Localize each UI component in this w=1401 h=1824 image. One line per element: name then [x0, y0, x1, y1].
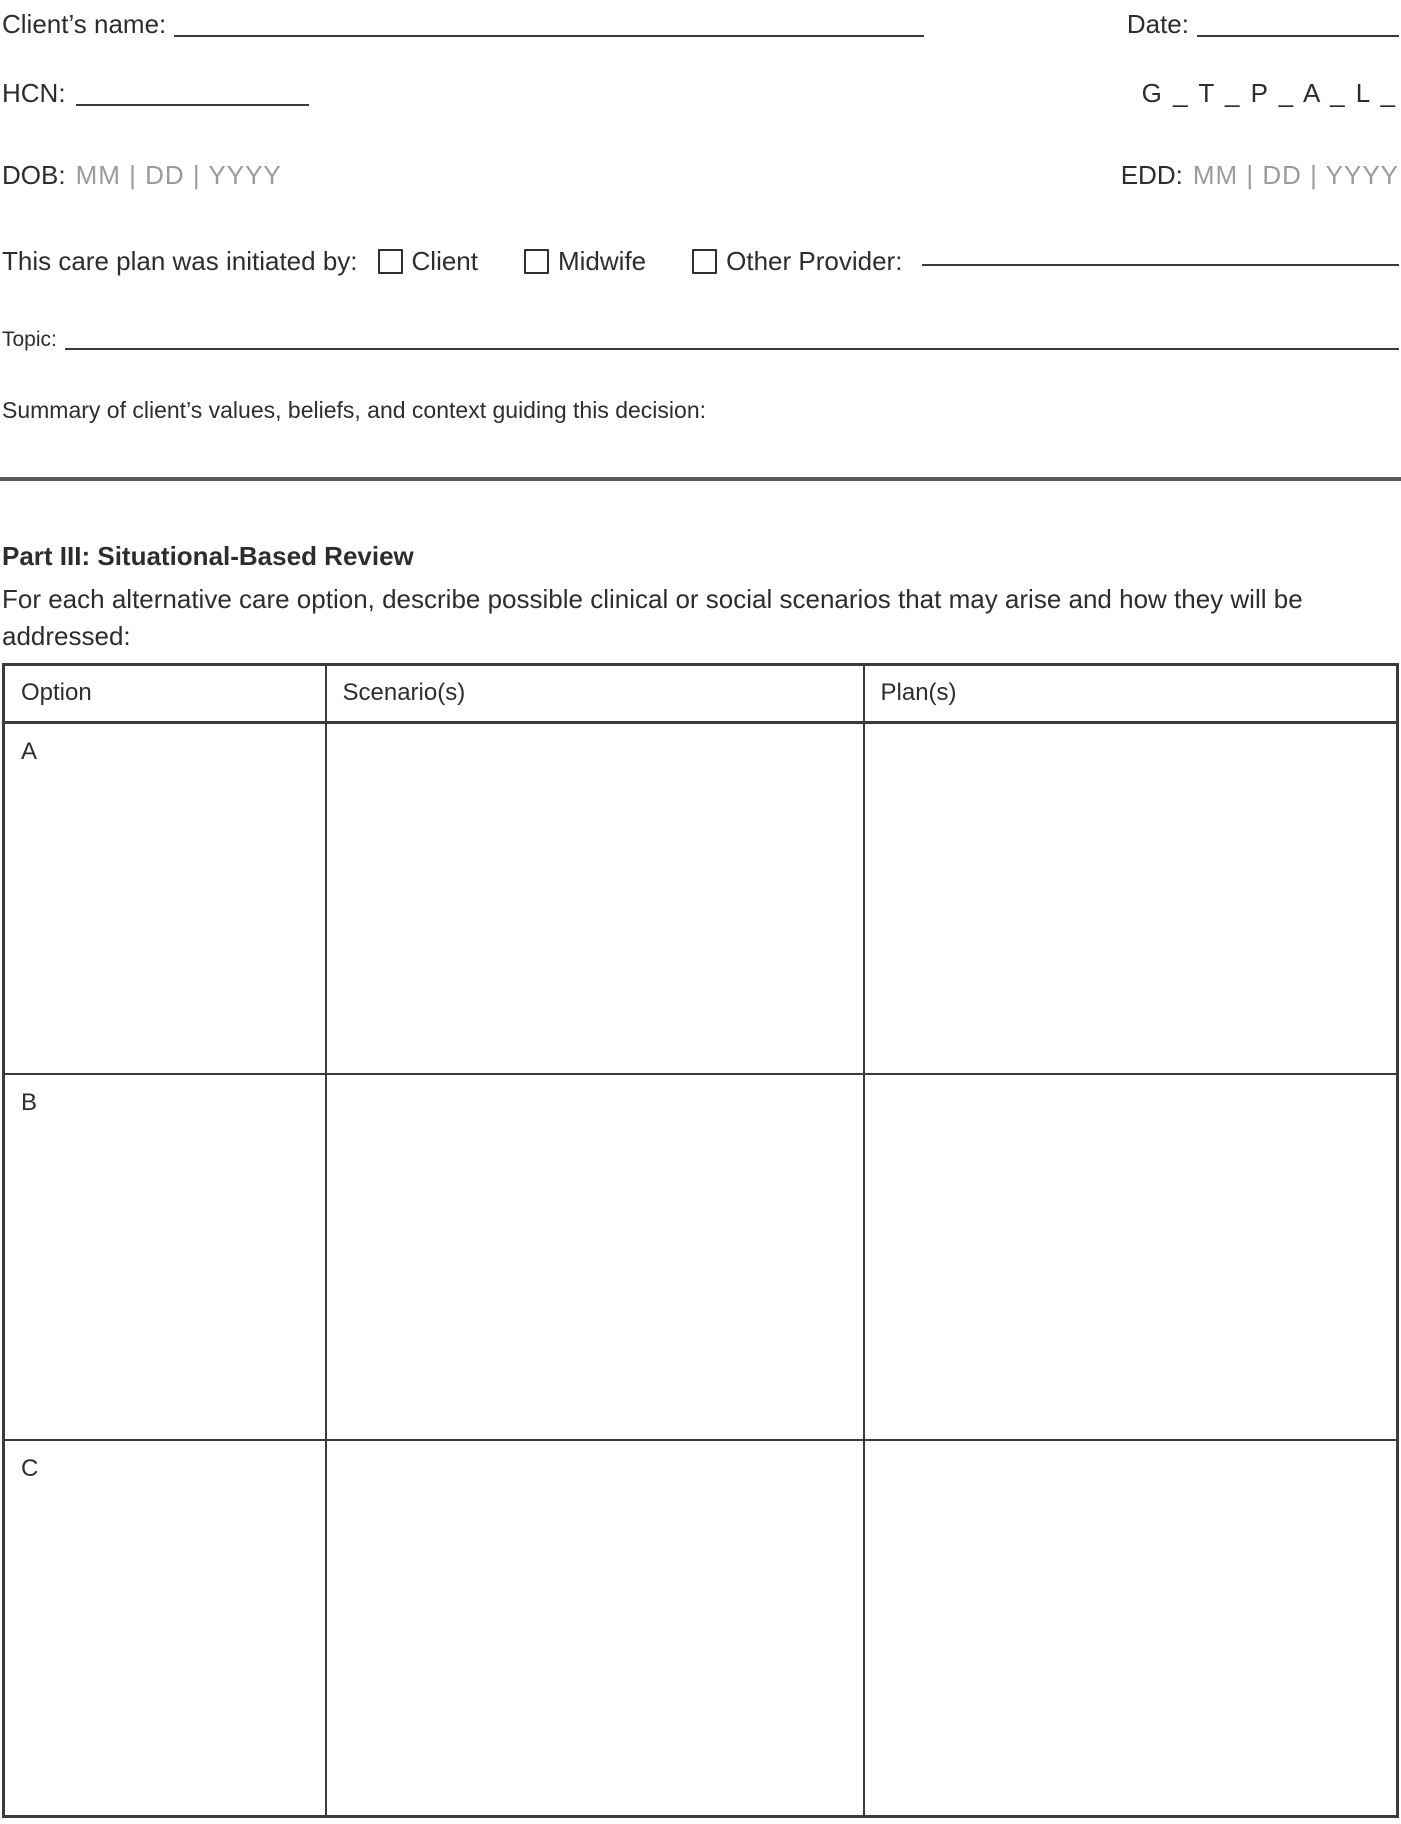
- option-c-scenario-cell[interactable]: [326, 1440, 864, 1816]
- client-name-date-row: [2, 0, 1399, 40]
- option-c-plan-cell[interactable]: [864, 1440, 1398, 1816]
- other-provider-checkbox[interactable]: [692, 249, 717, 274]
- option-a-plan-cell[interactable]: [864, 722, 1398, 1074]
- other-provider-checkbox-label: Other Provider:: [726, 245, 903, 276]
- section-divider: [0, 477, 1401, 481]
- option-b-plan-cell[interactable]: [864, 1074, 1398, 1440]
- option-c-label: C: [4, 1440, 326, 1816]
- initiated-client-option: [378, 247, 498, 277]
- situational-review-table: [2, 663, 1399, 1818]
- summary-label: Summary of client’s values, beliefs, and context guiding this decision:: [2, 396, 707, 423]
- plan-column-header: Plan(s): [864, 664, 1398, 722]
- hcn-label: HCN:: [2, 78, 66, 108]
- client-checkbox-label: Client: [411, 245, 478, 276]
- hcn-field[interactable]: [76, 96, 309, 106]
- option-a-label: A: [4, 722, 326, 1074]
- dob-label: DOB:: [2, 159, 66, 190]
- initiated-by-row: [2, 247, 1399, 277]
- client-checkbox[interactable]: [378, 249, 403, 274]
- gtpal-blanks[interactable]: G _ T _ P _ A _ L _: [1141, 77, 1397, 108]
- option-b-row: [4, 1074, 1398, 1440]
- midwife-checkbox-label: Midwife: [558, 245, 647, 276]
- initiated-midwife-option: [524, 247, 666, 277]
- client-name-label: Client’s name:: [2, 9, 167, 39]
- client-name-field[interactable]: [174, 27, 924, 37]
- scenario-column-header: Scenario(s): [326, 664, 864, 722]
- review-table-header-row: [4, 664, 1398, 722]
- hcn-gtpal-row: [2, 78, 1399, 109]
- dob-edd-row: [2, 161, 1399, 191]
- midwife-checkbox[interactable]: [524, 249, 549, 274]
- other-provider-field[interactable]: [922, 256, 1399, 266]
- option-a-scenario-cell[interactable]: [326, 722, 864, 1074]
- part3-intro: For each alternative care option, describe possible clinical or social scenarios that may arise and how they will be addressed:: [2, 583, 1303, 651]
- date-label: Date:: [1126, 9, 1189, 39]
- option-column-header: Option: [4, 664, 326, 722]
- initiated-other-provider-option: [692, 247, 922, 277]
- part3-heading: Part III: Situational-Based Review: [2, 540, 414, 571]
- dob-placeholder[interactable]: MM | DD | YYYY: [75, 159, 282, 190]
- edd-placeholder[interactable]: MM | DD | YYYY: [1192, 159, 1399, 190]
- option-b-label: B: [4, 1074, 326, 1440]
- option-a-row: [4, 722, 1398, 1074]
- initiated-by-label: This care plan was initiated by:: [2, 245, 358, 276]
- edd-label: EDD:: [1120, 159, 1183, 190]
- topic-row: [2, 327, 1399, 352]
- date-field[interactable]: [1197, 27, 1399, 37]
- topic-label: Topic:: [2, 327, 57, 351]
- option-c-row: [4, 1440, 1398, 1816]
- topic-field[interactable]: [65, 340, 1399, 350]
- option-b-scenario-cell[interactable]: [326, 1074, 864, 1440]
